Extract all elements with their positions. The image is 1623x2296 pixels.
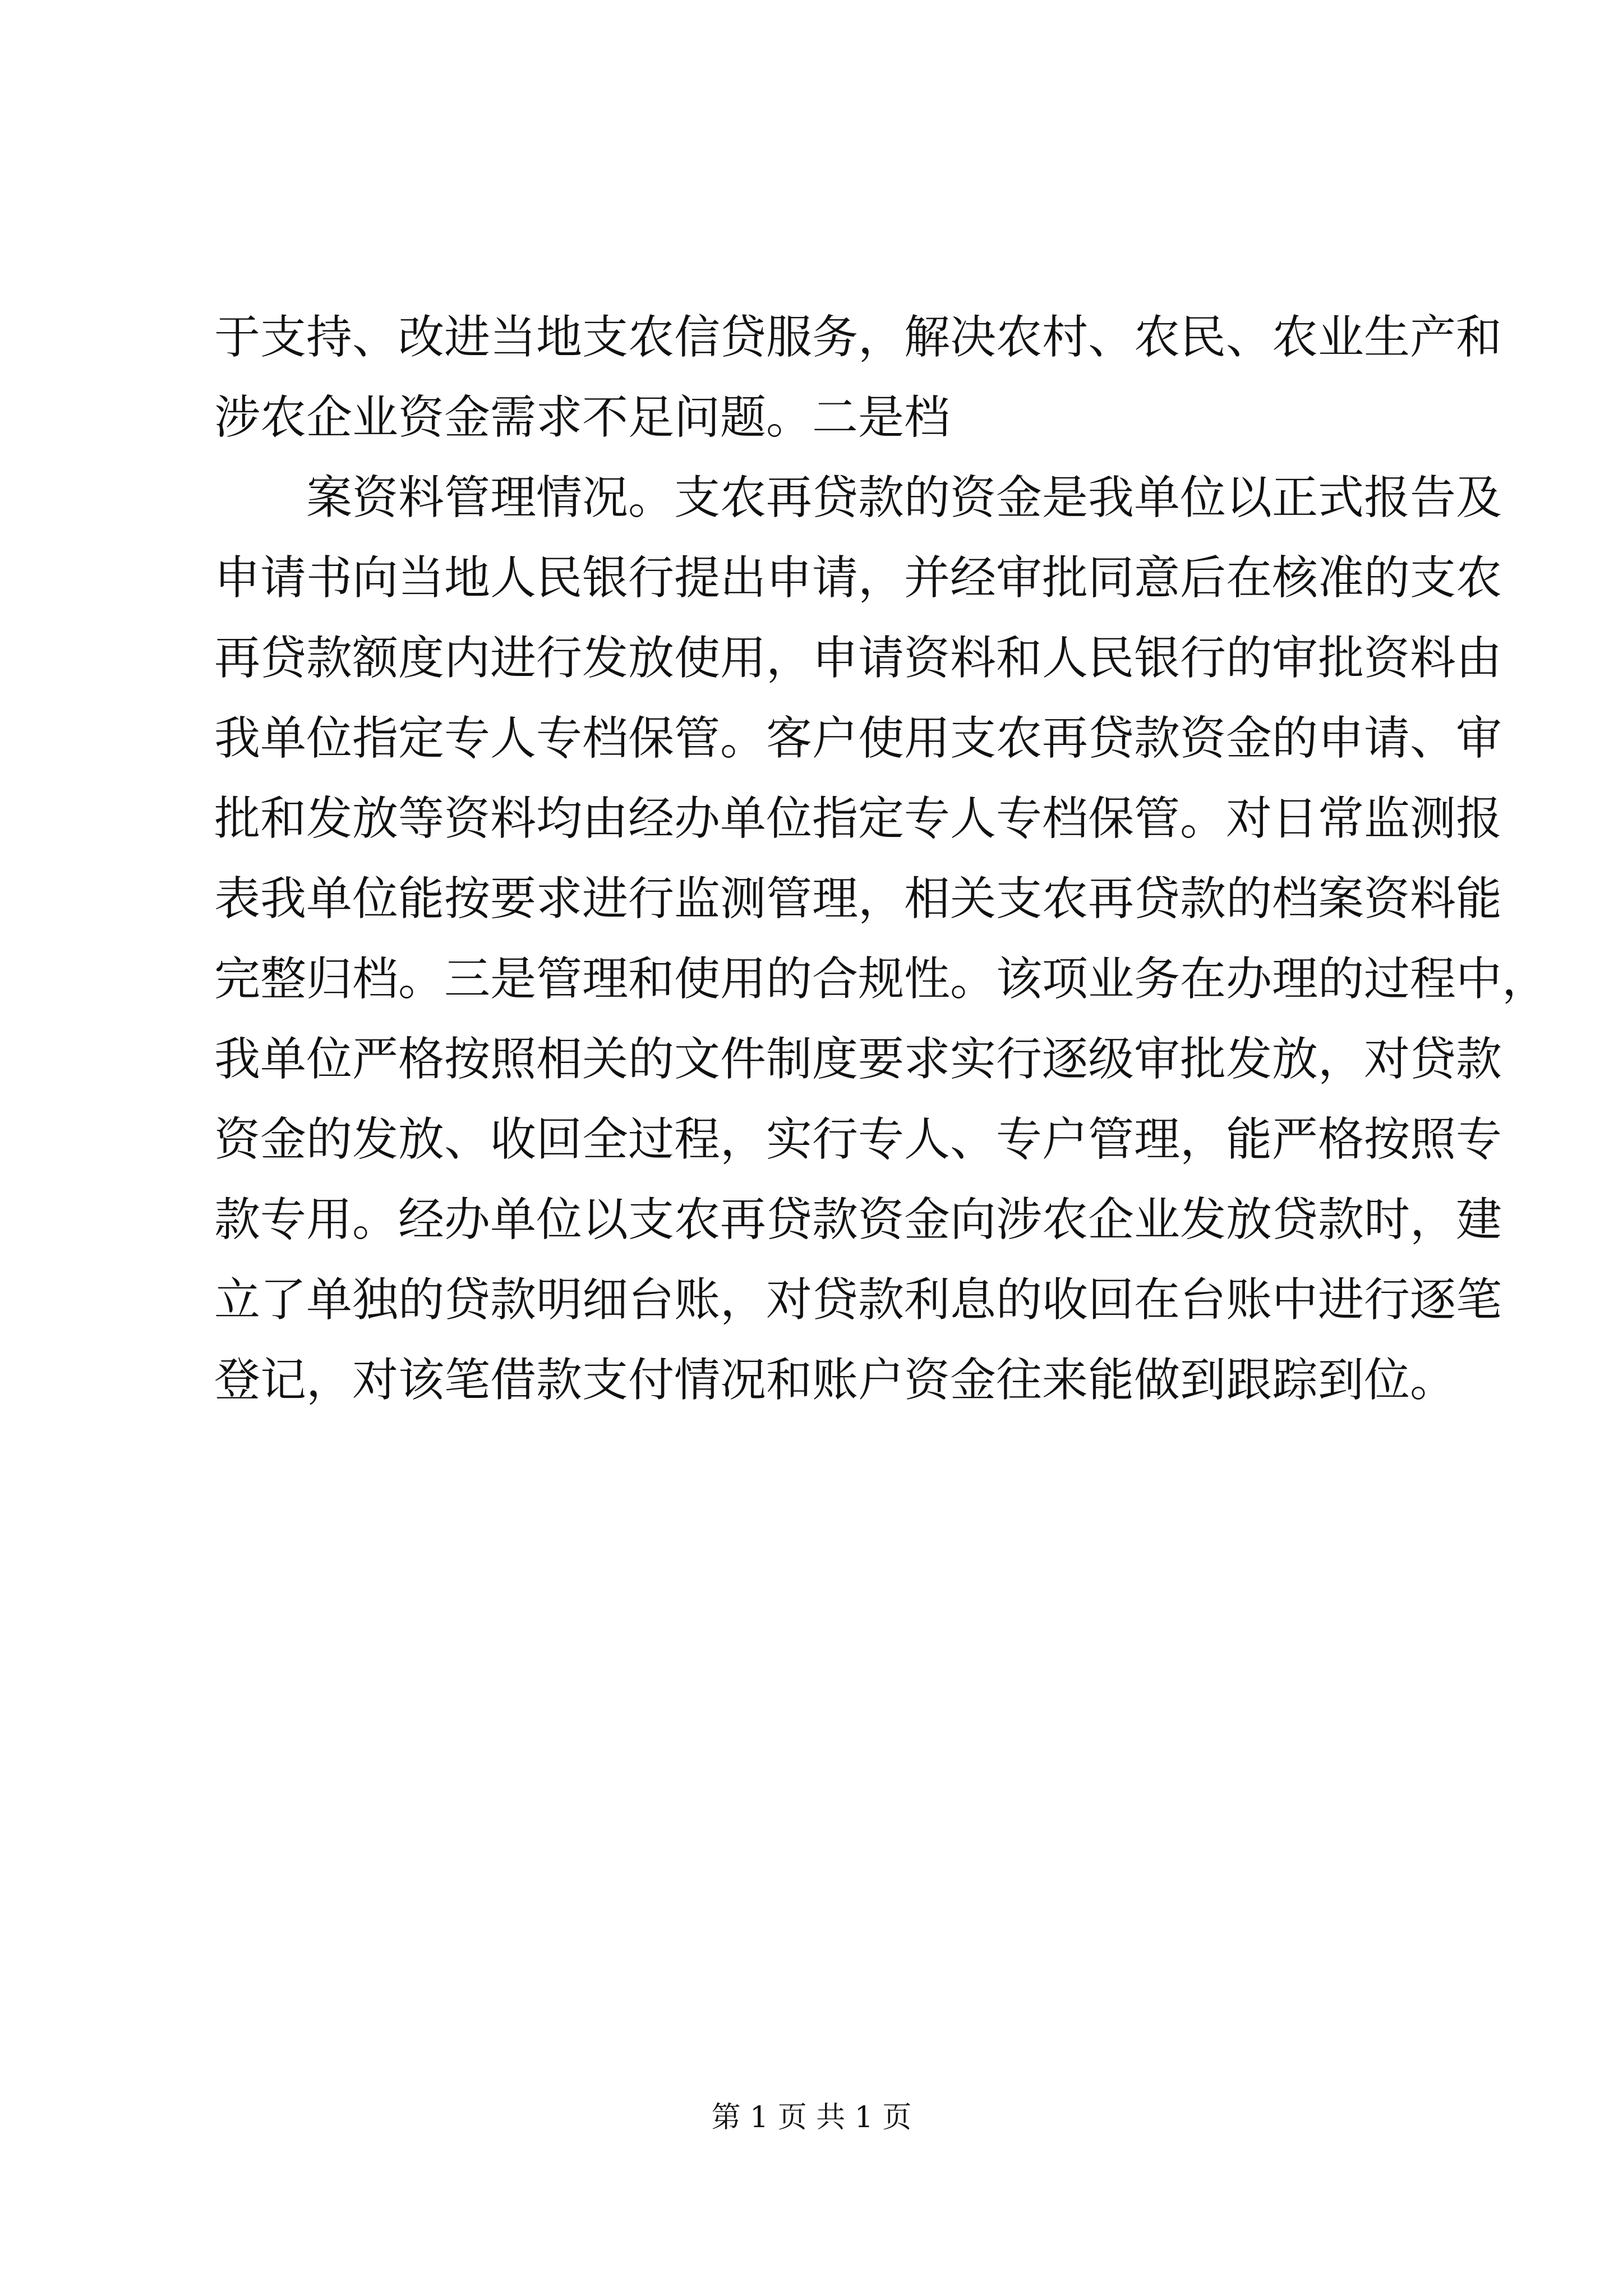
text-line: 立了单独的贷款明细台账，对贷款利息的收回在台账中进行逐笔 [214, 1273, 1502, 1327]
text-line: 表我单位能按要求进行监测管理，相关支农再贷款的档案资料能 [214, 872, 1502, 926]
text-line: 再贷款额度内进行发放使用，申请资料和人民银行的审批资料由 [214, 632, 1502, 685]
text-line: 申请书向当地人民银行提出申请，并经审批同意后在核准的支农 [214, 551, 1502, 605]
text-line: 批和发放等资料均由经办单位指定专人专档保管。对日常监测报 [214, 792, 1502, 845]
text-line: 款专用。经办单位以支农再贷款资金向涉农企业发放贷款时，建 [214, 1193, 1502, 1246]
text-line: 我单位指定专人专档保管。客户使用支农再贷款资金的申请、审 [214, 712, 1502, 765]
body-text [214, 297, 1548, 1420]
text-line: 资金的发放、收回全过程，实行专人、专户管理，能严格按照专 [214, 1113, 1502, 1166]
text-line: 完整归档。三是管理和使用的合规性。该项业务在办理的过程中， [214, 953, 1548, 1006]
text-line: 案资料管理情况。支农再贷款的资金是我单位以正式报告及 [306, 471, 1502, 524]
text-line: 于支持、改进当地支农信贷服务，解决农村、农民、农业生产和 [214, 311, 1502, 364]
text-line: 涉农企业资金需求不足问题。二是档 [214, 391, 951, 444]
text-line: 我单位严格按照相关的文件制度要求实行逐级审批发放，对贷款 [214, 1033, 1502, 1086]
page-footer: 第 1 页 共 1 页 [711, 2101, 912, 2134]
text-line: 登记，对该笔借款支付情况和账户资金往来能做到跟踪到位。 [214, 1354, 1456, 1407]
